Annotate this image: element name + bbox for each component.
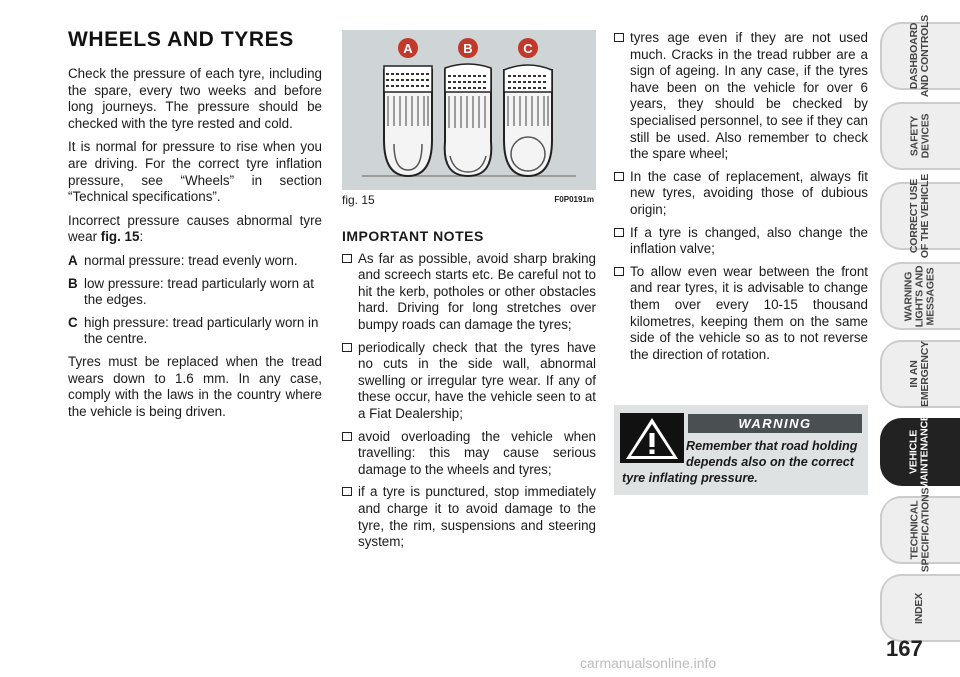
list-item <box>614 264 868 364</box>
warning-heading: WARNING <box>688 414 862 433</box>
tyre-a-graphic <box>384 66 432 176</box>
warning-box <box>614 405 868 495</box>
page-title: WHEELS AND TYRES <box>68 28 294 51</box>
checkbox-bullet-icon <box>342 432 352 441</box>
tab-label: IN AN EMERGENCY <box>907 341 931 407</box>
bullet-text: If a tyre is changed, also change the inflation valve; <box>630 224 868 257</box>
marker-c-label: C <box>523 41 533 56</box>
list-item <box>614 225 868 258</box>
figure-code: F0P0191m <box>554 195 594 204</box>
tab-in-an-emergency[interactable] <box>880 340 960 408</box>
checkbox-bullet-icon <box>342 487 352 496</box>
list-item <box>68 315 322 348</box>
tab-label: INDEX <box>913 592 926 624</box>
list-item <box>68 253 322 270</box>
figure-label: fig. 15 <box>342 193 375 207</box>
tab-vehicle-maintenance[interactable] <box>880 414 960 490</box>
tyre-wear-illustration <box>342 30 596 190</box>
paragraph-check-pressure: Check the pressure of each tyre, including the spare, every two weeks and before long journeys. The pressure should be checked with the tyre rested and cold. <box>68 66 322 131</box>
tab-label: WARNING LIGHTS AND MESSAGES <box>902 265 937 327</box>
bullet-text: periodically check that the tyres have no cuts in the side wall, abnormal swelling or irregular tyre wear. If any of these occur, have the vehicle seen to at a Fiat Dealership; <box>358 339 596 421</box>
marker-b-label: B <box>463 41 473 56</box>
checkbox-bullet-icon <box>614 267 624 276</box>
tab-correct-use[interactable] <box>880 173 960 259</box>
warning-line-2: depends also on the correct <box>686 455 854 469</box>
tyre-wear-figure <box>342 30 596 190</box>
tab-dashboard-and-controls[interactable] <box>880 14 960 98</box>
list-item <box>342 484 596 550</box>
checkbox-bullet-icon <box>614 172 624 181</box>
warning-line-3: tyre inflating pressure. <box>622 471 758 485</box>
list-item <box>342 251 596 334</box>
list-item <box>342 429 596 479</box>
item-letter: A <box>68 252 78 268</box>
bullet-text: To allow even wear between the front and rear tyres, it is advisable to change them over every 10-15 thousand kilometres, keeping them on the same side of the vehicle so as to not reverse the direction of rotation. <box>630 263 868 362</box>
column-left <box>68 66 322 427</box>
list-item <box>68 276 322 309</box>
bullet-text: As far as possible, avoid sharp braking and screech starts etc. Be careful not to hit the kerb, potholes or other obstacles hard. Driving for long stretches over bumpy roads can damage the tyres; <box>358 250 596 332</box>
paragraph-pressure-rise: It is normal for pressure to rise when you are driving. For the correct tyre inflation pressure, see “Wheels” in section “Technical specifications”. <box>68 139 322 205</box>
column-middle <box>342 228 596 557</box>
item-letter: B <box>68 275 78 291</box>
tyre-b-graphic <box>445 64 492 176</box>
tab-index[interactable] <box>880 574 960 642</box>
tyre-c-graphic <box>504 65 552 176</box>
tab-label: TECHNICAL SPECIFICATIONS <box>908 487 932 573</box>
bullet-text: In the case of replacement, always fit new tyres, avoiding those of dubious origin; <box>630 168 868 217</box>
column-right <box>614 30 868 369</box>
warning-text <box>622 438 862 486</box>
important-notes-heading: IMPORTANT NOTES <box>342 228 484 244</box>
list-item <box>342 340 596 423</box>
list-item <box>614 30 868 163</box>
figure-caption <box>342 193 596 207</box>
checkbox-bullet-icon <box>342 343 352 352</box>
page-number: 167 <box>886 636 923 661</box>
watermark-text: carmanualsonline.info <box>580 655 717 671</box>
paragraph-replace-tyres: Tyres must be replaced when the tread wears down to 1.6 mm. In any case, comply with the laws in the country where the vehicle is being driven. <box>68 353 322 419</box>
tab-safety-devices[interactable] <box>880 102 960 170</box>
warning-line-1: Remember that road holding <box>686 439 858 453</box>
tab-label: CORRECT USE OF THE VEHICLE <box>908 173 931 259</box>
bullet-text: if a tyre is punctured, stop immediately and charge it to avoid damage to the tyre, the rim, suspensions and steering system; <box>358 484 596 550</box>
list-item <box>614 169 868 219</box>
paragraph-incorrect-pressure <box>68 213 322 246</box>
marker-a-label: A <box>403 41 413 56</box>
tab-label: SAFETY DEVICES <box>907 113 931 159</box>
item-text: low pressure: tread particularly worn at the edges. <box>84 275 314 308</box>
checkbox-bullet-icon <box>614 228 624 237</box>
item-text: high pressure: tread particularly worn in the centre. <box>84 314 319 347</box>
tab-label: VEHICLE MAINTENANCE <box>907 414 931 490</box>
figure-reference: fig. 15 <box>100 229 140 245</box>
bullet-text: tyres age even if they are not used much. Cracks in the tread rubber are a sign of ageing. In any case, if the tyres have been on the vehicle for over 6 years, they should be checked by specialised personnel, to see if they can still be used. Also remember to check the spare wheel; <box>630 30 868 162</box>
item-text: normal pressure: tread evenly worn. <box>84 252 298 268</box>
item-letter: C <box>68 314 78 330</box>
checkbox-bullet-icon <box>614 33 624 42</box>
incorrect-pressure-colon: : <box>139 229 144 245</box>
checkbox-bullet-icon <box>342 254 352 263</box>
incorrect-pressure-text: Incorrect pressure causes abnormal tyre wear <box>68 212 322 245</box>
tab-label: DASHBOARD AND CONTROLS <box>908 14 931 98</box>
tab-warning-lights[interactable] <box>880 262 960 330</box>
bullet-text: avoid overloading the vehicle when travelling: this may cause serious damage to the wheels and tyres; <box>358 428 596 477</box>
tab-technical-specifications[interactable] <box>880 487 960 573</box>
